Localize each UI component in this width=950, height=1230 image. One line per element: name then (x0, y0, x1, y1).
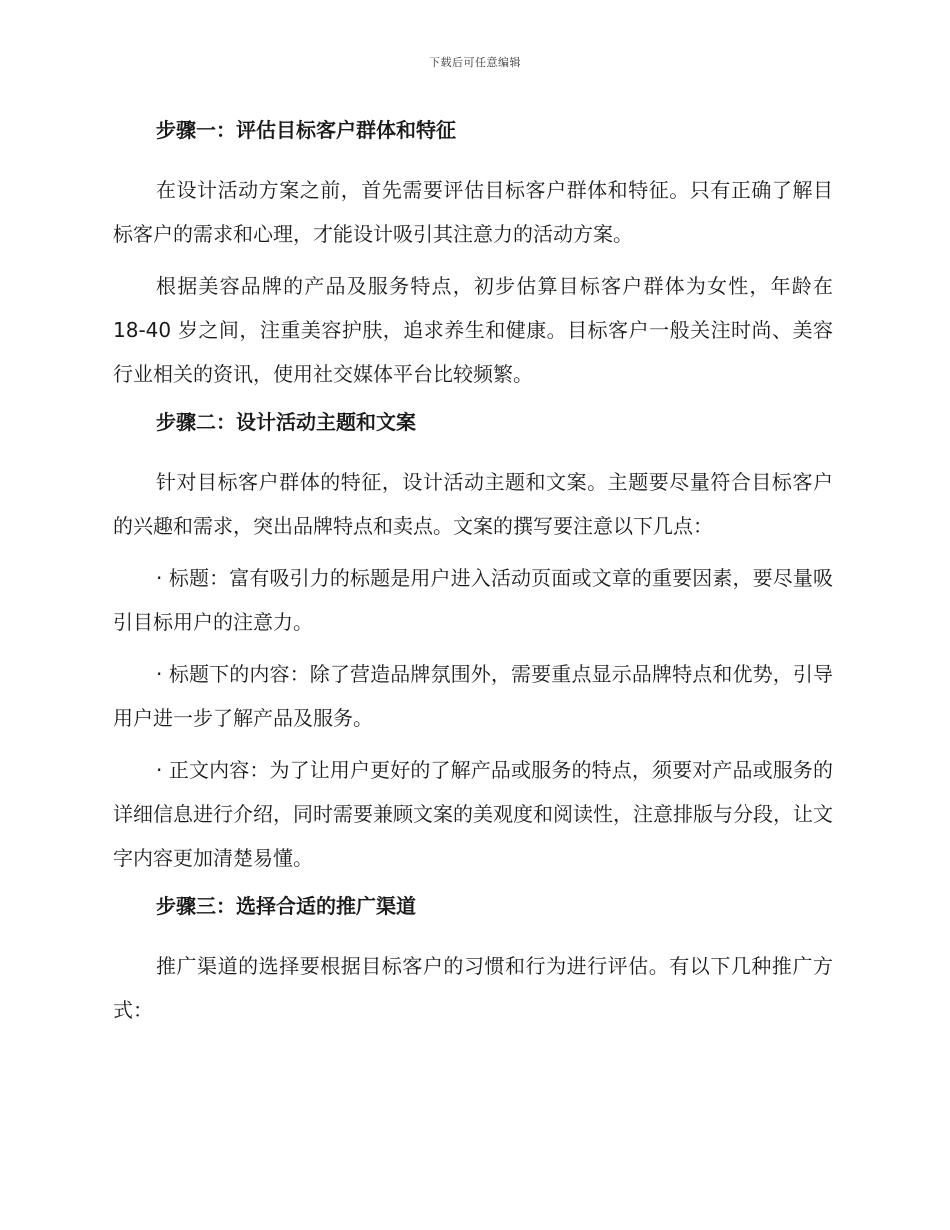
paragraph: 在设计活动方案之前，首先需要评估目标客户群体和特征。只有正确了解目标客户的需求和心理，才能设计吸引其注意力的活动方案。 (113, 178, 833, 246)
page-header-note: 下载后可任意编辑 (429, 56, 521, 69)
document-body (113, 112, 833, 1040)
bullet-paragraph: · 正文内容：为了让用户更好的了解产品或服务的特点，须要对产品或服务的详细信息进行介绍，同时需要兼顾文案的美观度和阅读性，注意排版与分段，让文字内容更加清楚易懂。 (113, 758, 833, 870)
section-step-2 (113, 404, 833, 880)
section-step-3 (113, 888, 833, 1032)
section-heading: 步骤三：选择合适的推广渠道 (156, 894, 416, 918)
bullet-paragraph: · 标题下的内容：除了营造品牌氛围外，需要重点显示品牌特点和优势，引导用户进一步了解产品及服务。 (113, 662, 833, 730)
section-step-1 (113, 112, 833, 396)
section-heading: 步骤二：设计活动主题和文案 (156, 410, 416, 434)
bullet-paragraph: · 标题：富有吸引力的标题是用户进入活动页面或文章的重要因素，要尽量吸引目标用户的注意力。 (113, 566, 833, 634)
paragraph: 根据美容品牌的产品及服务特点，初步估算目标客户群体为女性，年龄在 18-40 岁之间，注重美容护肤，追求养生和健康。目标客户一般关注时尚、美容行业相关的资讯，使用社交媒体平台比较频繁。 (113, 274, 833, 386)
paragraph: 针对目标客户群体的特征，设计活动主题和文案。主题要尽量符合目标客户的兴趣和需求，突出品牌特点和卖点。文案的撰写要注意以下几点： (113, 470, 833, 538)
paragraph: 推广渠道的选择要根据目标客户的习惯和行为进行评估。有以下几种推广方式： (113, 954, 833, 1022)
section-heading: 步骤一：评估目标客户群体和特征 (156, 118, 456, 142)
